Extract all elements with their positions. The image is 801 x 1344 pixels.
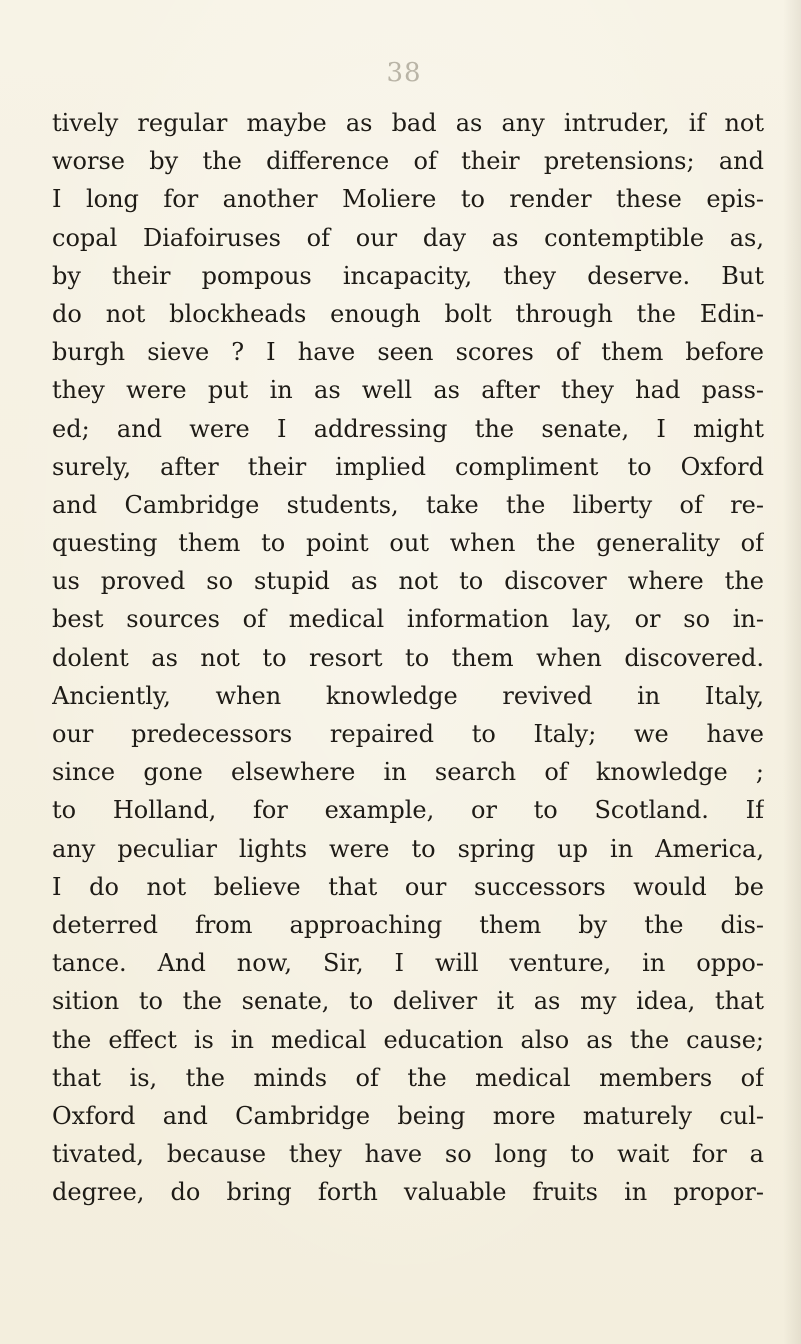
text-line: tivated, because they have so long to wait for a — [52, 1140, 764, 1169]
text-line: surely, after their implied compliment to Oxford — [52, 452, 764, 481]
text-line: do not blockheads enough bolt through the Edin- — [52, 299, 764, 328]
text-line: dolent as not to resort to them when discovered. — [52, 643, 764, 672]
text-line: deterred from approaching them by the dis- — [52, 910, 764, 939]
text-line: that is, the minds of the medical members of — [52, 1063, 764, 1092]
text-line: ed; and were I addressing the senate, I might — [52, 414, 764, 443]
text-line: copal Diafoiruses of our day as contemptible as, — [52, 223, 764, 252]
text-line: worse by the difference of their pretensions; and — [52, 147, 764, 176]
text-line: the effect is in medical education also as the cause; — [52, 1025, 764, 1054]
text-line: us proved so stupid as not to discover where the — [52, 567, 764, 596]
text-line: since gone elsewhere in search of knowledge ; — [52, 758, 764, 787]
text-line: tively regular maybe as bad as any intruder, if not — [52, 109, 764, 137]
text-line: degree, do bring forth valuable fruits in propor- — [52, 1178, 764, 1207]
text-line: I long for another Moliere to render these epis- — [52, 185, 764, 214]
text-line: I do not believe that our successors would be — [52, 872, 764, 901]
text-line: Oxford and Cambridge being more maturely cul- — [52, 1101, 764, 1130]
page-edge-shadow — [783, 0, 801, 1344]
page-number: 38 — [386, 58, 422, 88]
text-line: tance. And now, Sir, I will venture, in oppo- — [52, 949, 764, 978]
text-line: best sources of medical information lay, or so in- — [52, 605, 764, 634]
text-line: any peculiar lights were to spring up in America, — [52, 834, 764, 863]
text-line: Anciently, when knowledge revived in Italy, — [52, 681, 764, 710]
text-line: they were put in as well as after they had pass- — [52, 376, 764, 405]
text-line: and Cambridge students, take the liberty of re- — [52, 490, 764, 519]
text-line: questing them to point out when the generality of — [52, 529, 764, 558]
body-text — [52, 104, 764, 1211]
text-line: burgh sieve ? I have seen scores of them before — [52, 338, 764, 367]
text-line: to Holland, for example, or to Scotland. If — [52, 796, 764, 825]
text-line: sition to the senate, to deliver it as my idea, that — [52, 987, 764, 1016]
text-line: our predecessors repaired to Italy; we have — [52, 720, 764, 748]
text-line: by their pompous incapacity, they deserve. But — [52, 261, 764, 290]
